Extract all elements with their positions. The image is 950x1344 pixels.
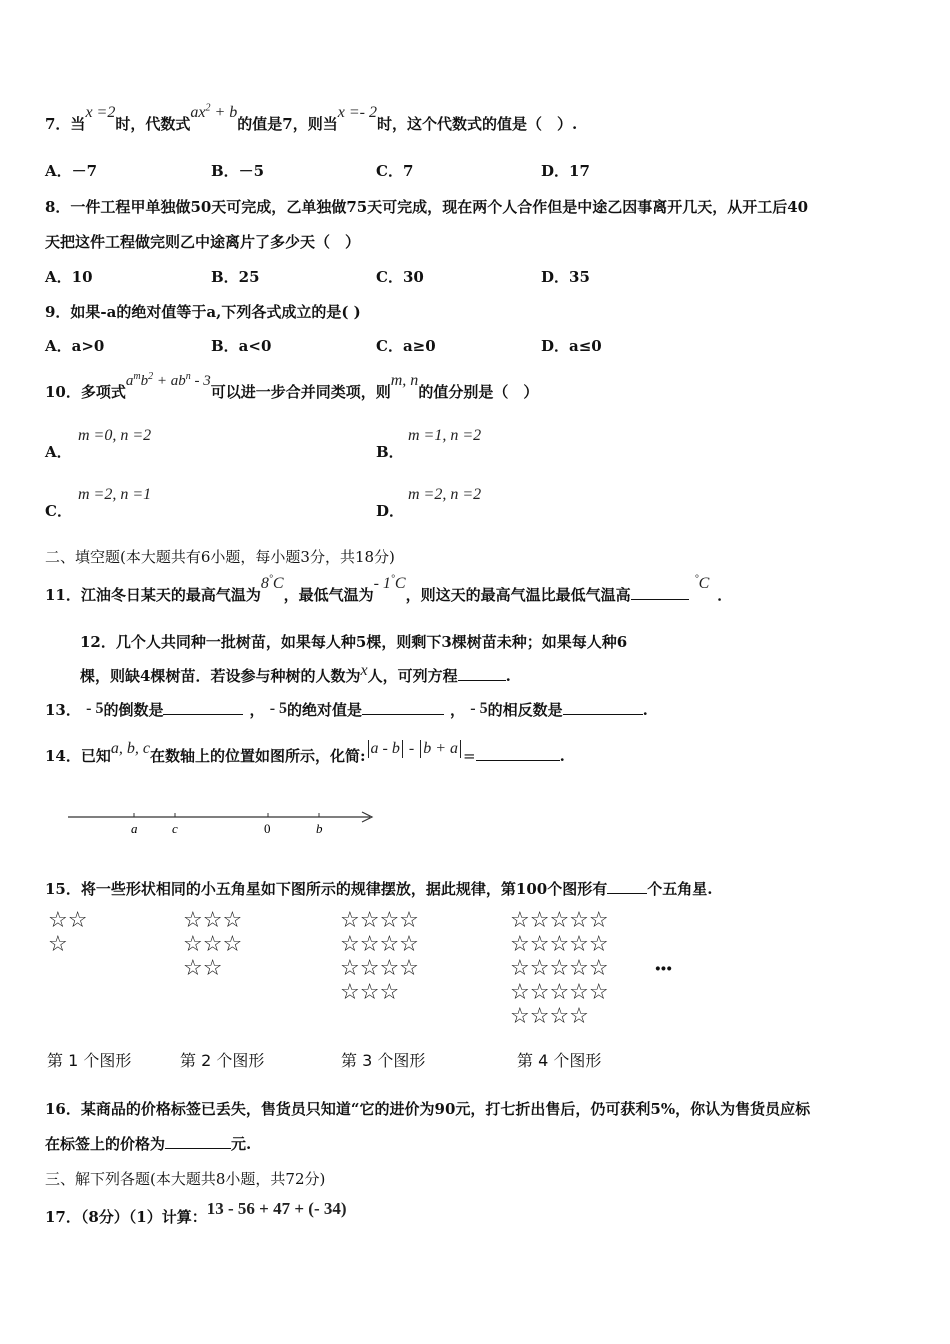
question-15: 15．将一些形状相同的小五角星如下图所示的规律摆放，据此规律，第100个图形有 个五角星. xyxy=(45,880,713,898)
q8-option-d: D．35 xyxy=(541,268,590,286)
q12-line-2: 棵，则缺4棵树苗．若设参与种树的人数为x人，可列方程 . xyxy=(80,662,511,685)
q8-option-a: A．10 xyxy=(45,268,93,286)
q13-blank-2 xyxy=(362,700,444,715)
figure-3-caption: 第 3 个图形 xyxy=(341,1051,426,1070)
question-17: 17．（8分）（1）计算：13 - 56 + 47 + (- 34) xyxy=(45,1199,347,1226)
section-2-heading: 二、填空题(本大题共有6小题，每小题3分，共18分) xyxy=(45,548,395,566)
figure-1: ☆☆ ☆ xyxy=(48,908,88,957)
q12-line-1: 12．几个人共同种一批树苗，如果每人种5棵，则剩下3棵树苗未种；如果每人种6 xyxy=(80,633,628,651)
q11-high-temp: 8°C xyxy=(260,573,284,592)
figure-1-caption: 第 1 个图形 xyxy=(47,1051,132,1070)
q10-option-c-value: m =2, n =1 xyxy=(78,486,152,503)
label-a: a xyxy=(131,821,138,836)
figure-4-caption: 第 4 个图形 xyxy=(517,1051,602,1070)
q10-option-a-value: m =0, n =2 xyxy=(78,427,152,444)
q9-option-d: D．a≤0 xyxy=(541,337,602,355)
q9-option-c: C．a≥0 xyxy=(376,337,436,355)
label-b: b xyxy=(316,821,323,836)
q10-option-d-letter: D． xyxy=(376,502,405,520)
q11-low-temp: - 1°C xyxy=(373,573,406,592)
q7-expression: $ax^2 + b$ xyxy=(190,102,238,121)
q10-variables: m, n xyxy=(390,372,419,389)
q10-option-b-value: m =1, n =2 xyxy=(408,427,482,444)
q10-option-c-letter: C． xyxy=(45,502,72,520)
q12-variable: x xyxy=(360,662,368,679)
number-line xyxy=(60,800,390,840)
q16-line-1: 16．某商品的价格标签已丢失，售货员只知道“它的进价为90元，打七折出售后，仍可获利5%，你认为售货员应标 xyxy=(45,1100,811,1118)
q9-option-b: B．a<0 xyxy=(211,337,272,355)
q8-option-b: B．25 xyxy=(211,268,260,286)
question-10: 10．多项式$a^mb^2 + ab^n - 3$可以进一步合并同类项，则m, n的值分别是（ ） xyxy=(45,371,539,401)
label-0: 0 xyxy=(264,821,271,836)
q8-option-c: C．30 xyxy=(376,268,424,286)
q10-option-d-value: m =2, n =2 xyxy=(408,486,482,503)
question-13: 13． - 5的倒数是 ， - 5的绝对值是 ， - 5的相反数是 . xyxy=(45,700,648,719)
q10-polynomial: $a^mb^2 + ab^n - 3$ xyxy=(125,371,211,389)
q14-expression: a - b - b + a xyxy=(366,740,463,757)
q12-answer-blank xyxy=(458,666,506,681)
q7-condition-2: x =- 2 xyxy=(337,104,377,121)
q7-condition-1: x =2 xyxy=(85,104,116,121)
q8-line-1: 8．一件工程甲单独做50天可完成，乙单独做75天可完成，现在两个人合作但是中途乙因事离开几天，从开工后40 xyxy=(45,198,809,216)
question-9: 9．如果-a的绝对值等于a,下列各式成立的是( ) xyxy=(45,303,361,321)
q17-expression: 13 - 56 + 47 + (- 34) xyxy=(206,1199,347,1218)
q10-option-b-letter: B． xyxy=(376,443,404,461)
q7-option-c: C．7 xyxy=(376,162,414,180)
q10-option-a-letter: A． xyxy=(45,443,72,461)
figure-3: ☆☆☆☆ ☆☆☆☆ ☆☆☆☆ ☆☆☆ xyxy=(340,908,419,1005)
q16-line-2: 在标签上的价格为 元. xyxy=(45,1135,252,1153)
question-14: 14．已知a, b, c在数轴上的位置如图所示，化简: a - b - b + a = . xyxy=(45,740,565,765)
figure-2-caption: 第 2 个图形 xyxy=(180,1051,265,1070)
label-c: c xyxy=(172,821,178,836)
section-3-heading: 三、解下列各题(本大题共8小题，共72分) xyxy=(45,1170,326,1188)
q14-answer-blank xyxy=(476,746,560,761)
q7-option-b: B．－5 xyxy=(211,162,265,180)
figure-ellipsis: ··· xyxy=(654,956,671,982)
q7-option-d: D．17 xyxy=(541,162,590,180)
q9-option-a: A．a>0 xyxy=(45,337,105,355)
q14-variables: a, b, c xyxy=(110,740,150,757)
q7-option-a: A．－7 xyxy=(45,162,98,180)
q16-answer-blank xyxy=(165,1134,231,1149)
figure-2: ☆☆☆ ☆☆☆ ☆☆ xyxy=(183,908,243,981)
q13-blank-1 xyxy=(163,700,243,715)
figure-4: ☆☆☆☆☆ ☆☆☆☆☆ ☆☆☆☆☆ ☆☆☆☆☆ ☆☆☆☆ xyxy=(510,908,609,1029)
question-11: 11．江油冬日某天的最高气温为8°C，最低气温为- 1°C，则这天的最高气温比最低气温高°C． xyxy=(45,573,733,604)
q15-answer-blank xyxy=(607,879,647,894)
q8-line-2: 天把这件工程做完则乙中途离片了多少天（ ） xyxy=(45,233,361,251)
q13-blank-3 xyxy=(563,700,643,715)
question-7: 7．当x =2时，代数式$ax^2 + b$的值是7，则当x =- 2时，这个代数式的值是（ ）. xyxy=(45,102,578,133)
q11-unit: °C xyxy=(694,573,710,592)
q11-answer-blank xyxy=(631,585,689,600)
